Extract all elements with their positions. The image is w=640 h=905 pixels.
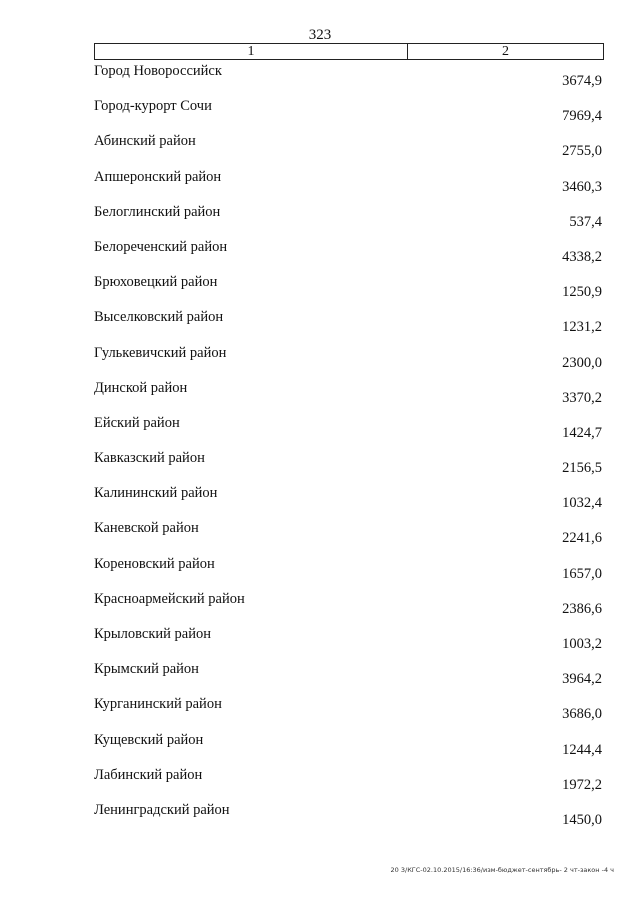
district-value: 1231,2 [562,319,602,336]
district-name: Курганинский район [94,696,222,713]
district-value: 1450,0 [562,811,602,828]
table-row [90,448,606,483]
district-name: Белореченский район [94,238,228,255]
district-value: 3460,3 [562,178,602,195]
table-row [90,378,606,413]
district-name: Выселковский район [94,309,224,326]
district-value: 1032,4 [562,495,602,512]
district-value: 1972,2 [562,776,602,793]
table-row [90,765,606,800]
table-row [90,61,606,96]
column-header-2: 2 [502,44,509,59]
table-row [90,307,606,342]
district-value: 2755,0 [562,143,602,160]
district-name: Брюховецкий район [94,274,218,291]
table-row [90,800,606,835]
district-value: 537,4 [569,213,602,230]
table-row [90,554,606,589]
table-row [90,202,606,237]
table-row [90,589,606,624]
district-name: Ейский район [94,414,180,431]
table-row [90,413,606,448]
table-row [90,237,606,272]
district-value: 2300,0 [562,354,602,371]
column-header-1: 1 [95,44,408,59]
table-row [90,272,606,307]
table-row [90,730,606,765]
table-row [90,694,606,729]
district-value: 7969,4 [562,108,602,125]
district-name: Ленинградский район [94,801,230,818]
table-row [90,624,606,659]
district-value: 1424,7 [562,424,602,441]
footer-note: 20 3/КГС-02.10.2015/16:36/изм-бюджет-сентябрь- 2 чт-закон -4 ч [390,866,614,874]
district-name: Апшеронский район [94,168,222,185]
district-value: 3674,9 [562,73,602,89]
table-header [94,43,604,60]
table-row [90,96,606,131]
district-value: 4338,2 [562,248,602,265]
table-row [90,483,606,518]
district-name: Кавказский район [94,450,205,467]
page-number: 323 [308,27,332,43]
district-value: 1003,2 [562,636,602,652]
district-name: Лабинский район [94,766,203,783]
district-name: Калининский район [94,485,218,502]
district-name: Крыловский район [94,626,211,642]
district-value: 2386,6 [562,600,602,617]
district-name: Город-курорт Сочи [94,98,212,115]
district-name: Красноармейский район [94,590,245,607]
district-name: Кореновский район [94,555,215,572]
district-value: 3370,2 [562,389,602,406]
table-row [90,131,606,166]
table-row [90,518,606,553]
district-name: Гулькевичский район [94,344,227,361]
district-name: Город Новороссийск [94,63,222,79]
table-row [90,167,606,202]
district-name: Каневской район [94,520,199,537]
district-name: Динской район [94,379,188,396]
district-name: Абинский район [94,133,196,150]
district-value: 1657,0 [562,565,602,582]
table-body [90,61,606,835]
district-value: 2156,5 [562,460,602,477]
district-name: Крымский район [94,661,199,678]
district-value: 1250,9 [562,284,602,301]
district-value: 3964,2 [562,671,602,688]
table-row [90,659,606,694]
district-value: 1244,4 [562,741,602,758]
district-name: Кущевский район [94,731,204,748]
district-value: 2241,6 [562,530,602,547]
district-value: 3686,0 [562,706,602,723]
table-row [90,343,606,378]
district-name: Белоглинский район [94,203,221,220]
